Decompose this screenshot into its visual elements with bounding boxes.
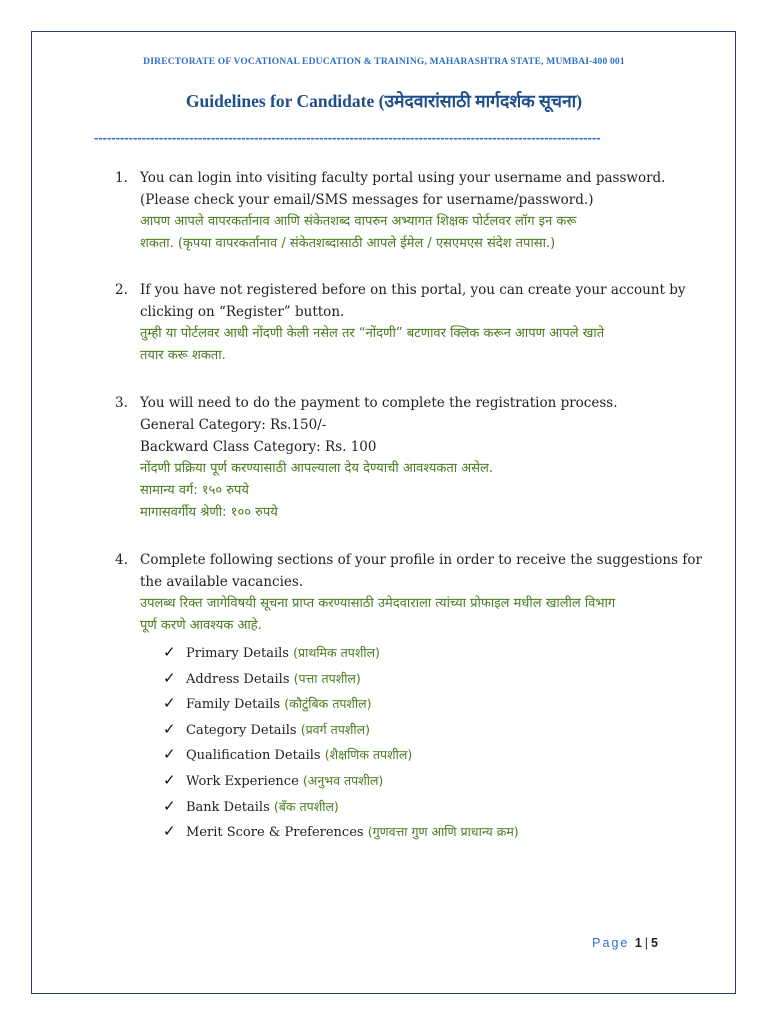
item-text-mr: उपलब्ध रिक्त जागेविषयी सूचना प्राप्त करण्यासाठी उमेदवाराला त्यांच्या प्रोफाइल मधील खालील विभाग <box>140 596 616 611</box>
item-text-en: Backward Class Category: Rs. 100 <box>140 439 377 455</box>
item-number: 2. <box>115 282 128 298</box>
check-icon: ✓ <box>163 719 176 738</box>
section-name-mr: (गुणवत्ता गुण आणि प्राधान्य क्रम) <box>367 824 519 840</box>
item-number: 3. <box>115 395 128 411</box>
item-text-mr: मागासवर्गीय श्रेणी: १०० रुपये <box>140 505 278 520</box>
item-number: 1. <box>115 170 128 186</box>
item-text-en: General Category: Rs.150/- <box>140 417 327 433</box>
check-icon: ✓ <box>163 770 176 789</box>
section-name-mr: (पत्ता तपशील) <box>293 670 361 686</box>
section-name-mr: (कौटुंबिक तपशील) <box>284 696 372 712</box>
section-name-en: Address Details <box>186 671 290 687</box>
section-name-mr: (अनुभव तपशील) <box>302 772 384 788</box>
check-icon: ✓ <box>163 745 176 764</box>
check-icon: ✓ <box>163 643 176 661</box>
check-icon: ✓ <box>163 822 176 841</box>
section-name-en: Family Details <box>186 697 281 713</box>
section-name-en: Qualification Details <box>186 748 321 764</box>
page-label: Page <box>592 936 630 950</box>
item-number: 4. <box>115 552 128 568</box>
item-text-en: the available vacancies. <box>140 574 304 590</box>
section-name-mr: (बँक तपशील) <box>273 798 339 814</box>
check-icon: ✓ <box>163 668 176 687</box>
section-name-en: Category Details <box>186 722 297 738</box>
section-name-en: Bank Details <box>186 799 270 815</box>
item-text-en: (Please check your email/SMS messages for username/password.) <box>140 192 594 208</box>
total-pages: 5 <box>651 936 658 950</box>
item-text-mr: आपण आपले वापरकर्तानाव आणि संकेतशब्द वापरुन अभ्यागत शिक्षक पोर्टलवर लॉग इन करू <box>140 214 577 229</box>
item-text-en: Complete following sections of your profile in order to receive the suggestions for <box>140 552 702 568</box>
item-text-en: If you have not registered before on this portal, you can create your account by <box>140 282 686 298</box>
section-name-en: Work Experience <box>186 773 299 789</box>
item-text-en: You will need to do the payment to complete the registration process. <box>140 395 618 411</box>
directorate-header: DIRECTORATE OF VOCATIONAL EDUCATION & TRAINING, MAHARASHTRA STATE, MUMBAI-400 001 <box>143 57 625 67</box>
current-page: 1 <box>634 936 642 950</box>
dashed-separator: --------------------------------------------------------------------------------------------------------------------- <box>94 130 601 145</box>
document-title: Guidelines for Candidate (उमेदवारांसाठी मार्गदर्शक सूचना) <box>185 91 583 111</box>
item-text-en: clicking on “Register” button. <box>140 304 345 320</box>
section-name-mr: (प्राथमिक तपशील) <box>293 645 380 660</box>
section-name-en: Merit Score & Preferences <box>186 825 364 841</box>
item-text-mr: तयार करू शकता. <box>140 348 226 363</box>
item-text-mr: पूर्ण करणे आवश्यक आहे. <box>140 618 262 633</box>
section-name-en: Primary Details <box>186 646 289 661</box>
section-name-mr: (शैक्षणिक तपशील) <box>324 747 413 763</box>
item-text-mr: नोंदणी प्रक्रिया पूर्ण करण्यासाठी आपल्याला देय देण्याची आवश्यकता असेल. <box>140 461 493 476</box>
item-text-mr: सामान्य वर्ग: १५० रुपये <box>140 483 249 498</box>
item-text-mr: तुम्ही या पोर्टलवर आधी नोंदणी केली नसेल तर “नोंदणी” बटणावर क्लिक करून आपण आपले खाते <box>140 326 605 341</box>
item-text-en: You can login into visiting faculty portal using your username and password. <box>140 170 666 186</box>
page-footer <box>592 936 658 950</box>
check-icon: ✓ <box>163 694 176 713</box>
page-divider: | <box>644 936 649 950</box>
section-name-mr: (प्रवर्ग तपशील) <box>300 721 370 737</box>
check-icon: ✓ <box>163 796 176 815</box>
item-text-mr: शकता. (कृपया वापरकर्तानाव / संकेतशब्दासाठी आपले ईमेल / एसएमएस संदेश तपासा.) <box>140 236 556 251</box>
